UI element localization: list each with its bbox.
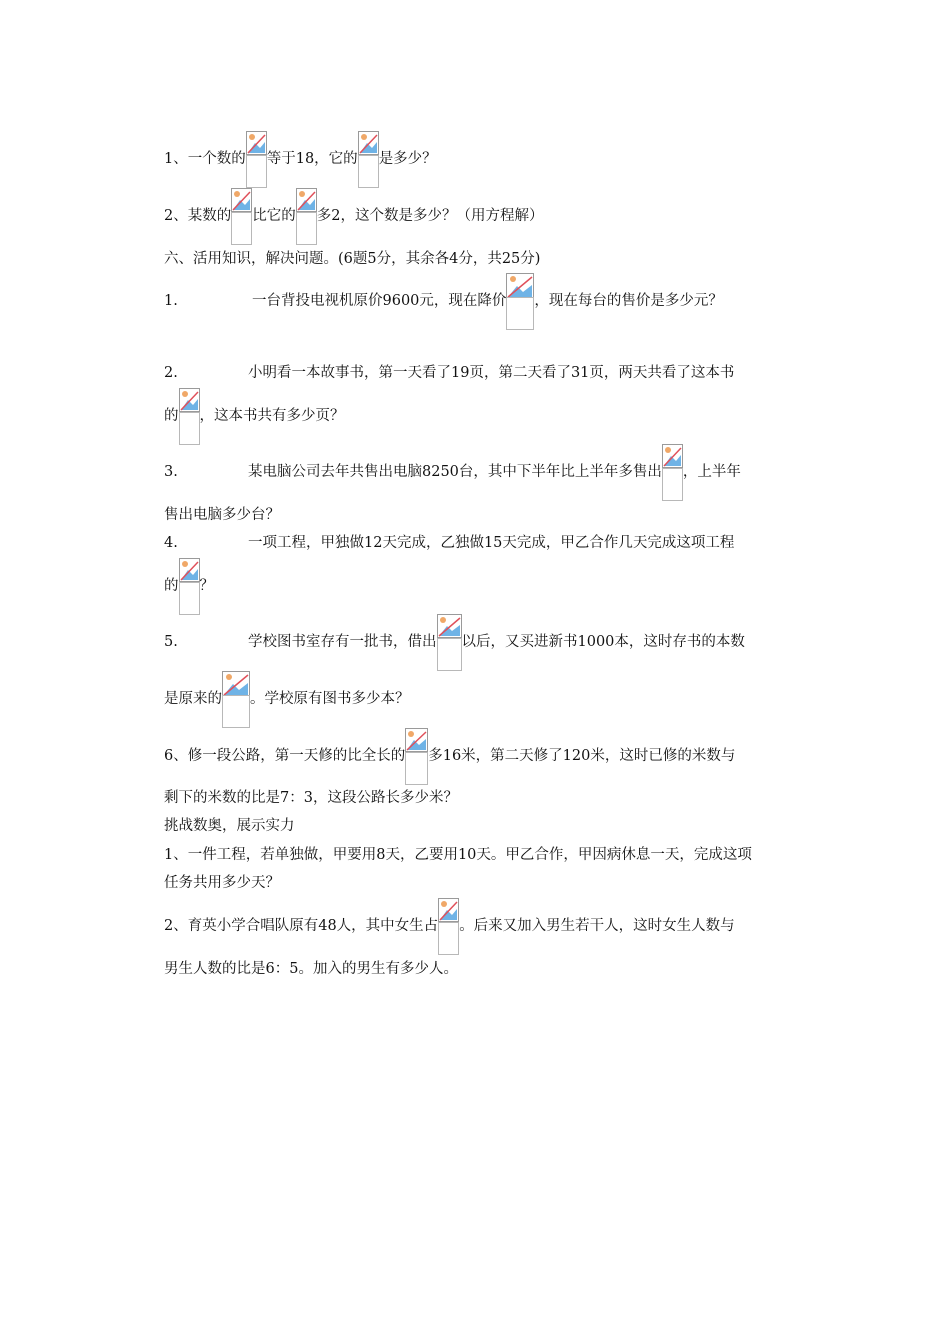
text-segment: 一台背投电视机原价9600元，现在降价	[252, 293, 507, 309]
text-segment: 多16米，第二天修了120米，这时已修的米数与	[428, 748, 736, 764]
broken-image-icon	[222, 671, 250, 697]
text-segment: ，这本书共有多少页？	[199, 408, 345, 424]
question-line	[164, 206, 543, 226]
question-line	[164, 689, 410, 709]
text-segment: 。后来又加入男生若干人，这时女生人数与	[459, 918, 735, 934]
broken-image-icon	[246, 131, 267, 155]
text-segment: 以后，又买进新书1000本，这时存书的本数	[461, 634, 745, 650]
broken-image-icon	[231, 188, 252, 212]
question-number: 4.	[164, 535, 178, 551]
text-segment: 六、活用知识，解决问题。(6题5分，其余各4分，共25分)	[164, 251, 541, 267]
text-segment: 学校图书室存有一批书，借出	[248, 634, 437, 650]
question-line	[164, 632, 745, 652]
fraction-image-placeholder	[179, 576, 200, 596]
question-line	[164, 291, 723, 311]
text-segment: 的	[164, 408, 179, 424]
question-line	[164, 533, 734, 553]
question-line	[164, 505, 280, 525]
text-segment: 某电脑公司去年共售出电脑8250台，其中下半年比上半年多售出	[248, 464, 662, 480]
question-number: 5.	[164, 634, 178, 650]
question-line	[164, 746, 735, 766]
broken-image-icon	[358, 131, 379, 155]
text-segment: 1、一个数的	[164, 151, 246, 167]
fraction-image-placeholder	[179, 406, 200, 426]
section-heading	[164, 816, 295, 836]
question-number: 2.	[164, 365, 178, 381]
text-segment: ，现在每台的售价是多少元？	[534, 293, 723, 309]
fraction-image-placeholder	[231, 206, 252, 226]
text-segment: ，上半年	[682, 464, 741, 480]
question-line	[164, 406, 345, 426]
broken-image-icon	[506, 273, 534, 299]
question-line	[164, 576, 214, 596]
fraction-image-placeholder	[246, 149, 267, 169]
question-number: 3.	[164, 464, 178, 480]
fraction-image-placeholder	[437, 632, 462, 652]
question-line	[164, 845, 752, 865]
text-segment: 小明看一本故事书，第一天看了19页，第二天看了31页，两天共看了这本书	[248, 365, 735, 381]
broken-image-icon	[405, 728, 428, 752]
text-segment: 任务共用多少天？	[164, 875, 280, 891]
text-segment: 剩下的米数的比是7：3，这段公路长多少米？	[164, 790, 458, 806]
text-segment: 1、一件工程，若单独做，甲要用8天，乙要用10天。甲乙合作，甲因病休息一天，完成这项	[164, 847, 752, 863]
section-heading	[164, 249, 540, 269]
question-line	[164, 788, 458, 808]
text-segment: 2、育英小学合唱队原有48人，其中女生占	[164, 918, 439, 934]
question-line	[164, 363, 734, 383]
fraction-image-placeholder	[222, 689, 250, 709]
text-segment: 售出电脑多少台？	[164, 507, 280, 523]
text-segment: 比它的	[252, 208, 296, 224]
broken-image-icon	[179, 558, 200, 582]
question-line	[164, 462, 741, 482]
broken-image-icon	[179, 388, 200, 412]
text-segment: 一项工程，甲独做12天完成，乙独做15天完成，甲乙合作几天完成这项工程	[248, 535, 735, 551]
broken-image-icon	[438, 898, 459, 922]
text-segment: 是多少？	[378, 151, 437, 167]
text-segment: ？	[199, 578, 214, 594]
fraction-image-placeholder	[358, 149, 379, 169]
text-segment: 的	[164, 578, 179, 594]
fraction-image-placeholder	[438, 916, 459, 936]
question-line	[164, 873, 280, 893]
text-segment: 。学校原有图书多少本？	[250, 691, 410, 707]
fraction-image-placeholder	[405, 746, 428, 766]
question-line	[164, 959, 458, 979]
question-line	[164, 916, 735, 936]
text-segment: 等于18，它的	[266, 151, 358, 167]
question-line	[164, 149, 437, 169]
question-number: 1.	[164, 293, 178, 309]
text-segment: 挑战数奥，展示实力	[164, 818, 295, 834]
fraction-image-placeholder	[662, 462, 683, 482]
text-segment: 男生人数的比是6：5。加入的男生有多少人。	[164, 961, 458, 977]
broken-image-icon	[662, 444, 683, 468]
broken-image-icon	[296, 188, 317, 212]
fraction-image-placeholder	[296, 206, 317, 226]
text-segment: 是原来的	[164, 691, 222, 707]
fraction-image-placeholder	[506, 291, 534, 311]
text-segment: 多2，这个数是多少？（用方程解）	[316, 208, 544, 224]
broken-image-icon	[437, 614, 462, 638]
text-segment: 6、修一段公路，第一天修的比全长的	[164, 748, 406, 764]
text-segment: 2、某数的	[164, 208, 232, 224]
